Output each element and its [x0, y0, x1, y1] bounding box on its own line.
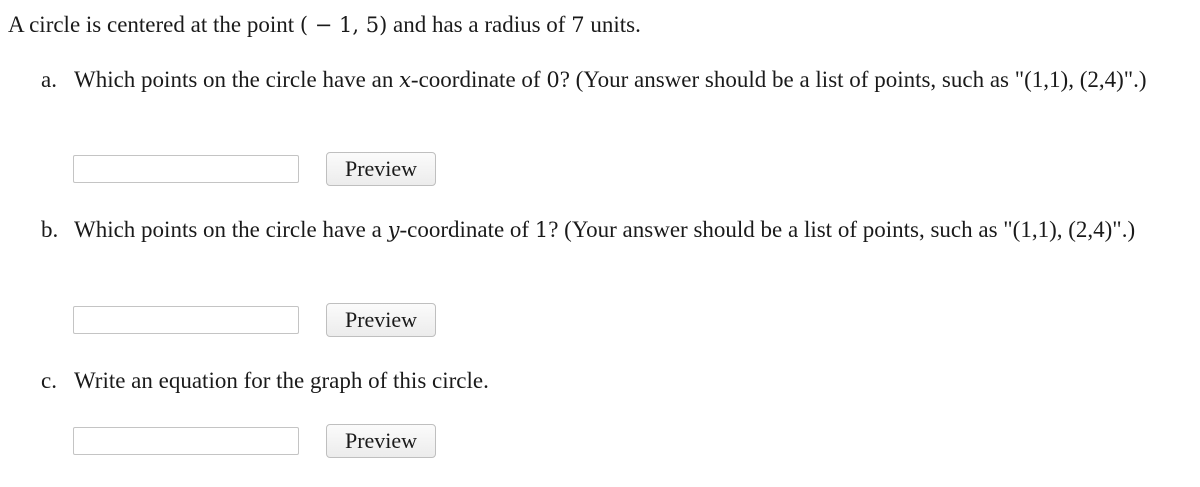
question-b-after: ? (Your answer should be a list of points, such as "(1,1), (2,4)".) — [548, 217, 1136, 242]
question-b-marker: b. — [41, 217, 59, 242]
question-a-marker: a. — [41, 67, 57, 92]
problem-statement — [8, 10, 641, 40]
question-b-before: Which points on the circle have a — [74, 217, 388, 242]
question-a-value: 0 — [546, 68, 560, 92]
question-a — [41, 66, 1181, 94]
radius-value: 7 — [571, 13, 585, 37]
question-b-middle: -coordinate of — [399, 217, 535, 242]
problem-middle: and has a radius of — [387, 12, 572, 37]
question-c-marker: c. — [41, 368, 57, 393]
question-a-variable: x — [399, 68, 411, 92]
question-a-before: Which points on the circle have an — [74, 67, 400, 92]
center-point: ( − 1, 5) — [299, 13, 388, 37]
question-b-variable: y — [387, 218, 400, 242]
preview-button-b[interactable]: Preview — [326, 303, 436, 337]
question-c — [41, 367, 1181, 395]
question-a-text — [74, 66, 1181, 94]
question-c-text: Write an equation for the graph of this circle. — [74, 368, 489, 393]
question-a-after: ? (Your answer should be a list of points, such as "(1,1), (2,4)".) — [559, 67, 1147, 92]
answer-input-b[interactable] — [73, 306, 299, 334]
answer-input-c[interactable] — [73, 427, 299, 455]
preview-button-a[interactable]: Preview — [326, 152, 436, 186]
question-a-middle: -coordinate of — [410, 67, 547, 92]
problem-prefix: A circle is centered at the point — [8, 12, 300, 37]
question-b-text — [74, 216, 1181, 244]
question-b-value: 1 — [534, 218, 549, 242]
question-b — [41, 216, 1181, 244]
answer-input-a[interactable] — [73, 155, 299, 183]
problem-suffix: units. — [584, 12, 641, 37]
preview-button-c[interactable]: Preview — [326, 424, 436, 458]
